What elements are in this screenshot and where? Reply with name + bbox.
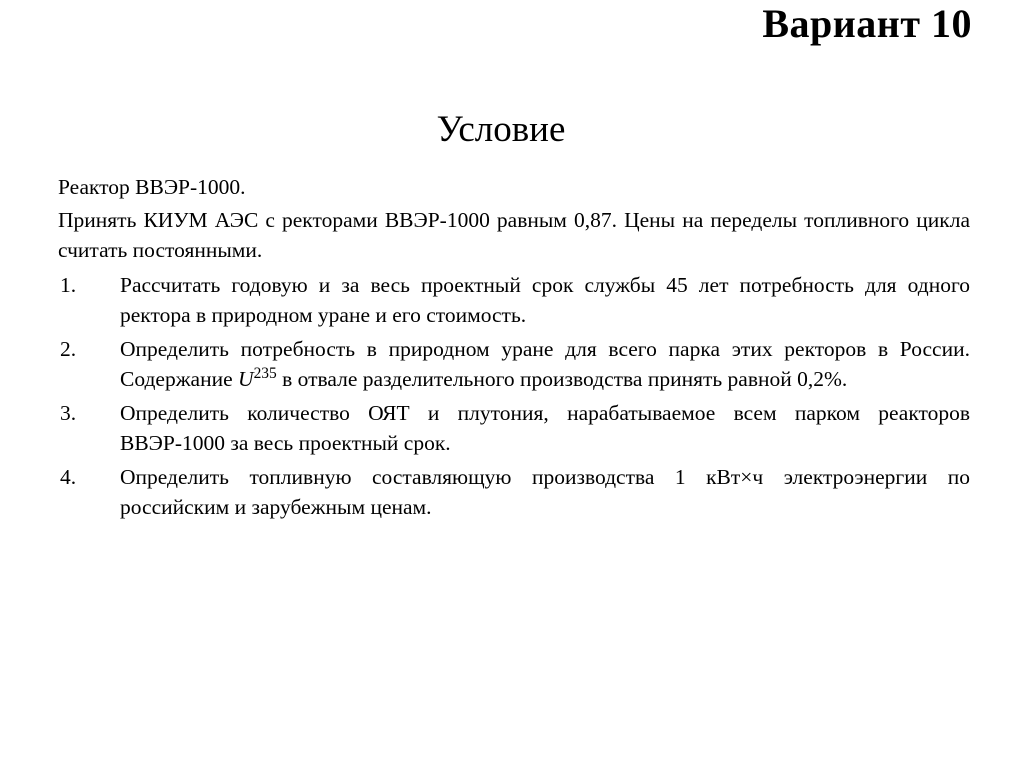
lead-paragraph-1: Реактор ВВЭР-1000. bbox=[58, 175, 246, 199]
isotope-symbol: U bbox=[238, 367, 254, 392]
task-text-4: Определить топливную составляющую производства 1 кВт×ч электроэнергии по российским и зарубежным ценам. bbox=[120, 464, 970, 520]
lead-paragraph-2: Принять КИУМ АЭС с ректорами ВВЭР-1000 равным 0,87. Цены на переделы топливного цикла считать постоянными. bbox=[58, 207, 970, 263]
body-content bbox=[58, 172, 970, 526]
task-item-4 bbox=[58, 462, 970, 523]
task-text-2-after: в отвале разделительного производства принять равной 0,2%. bbox=[276, 367, 848, 392]
task-item-3 bbox=[58, 398, 970, 459]
section-title: Условие bbox=[436, 109, 566, 150]
task-text-1: Рассчитать годовую и за весь проектный срок службы 45 лет потребность для одного ректора в природном уране и его стоимость. bbox=[120, 272, 970, 328]
isotope-u235 bbox=[238, 364, 277, 392]
variant-title: Вариант 10 bbox=[762, 1, 972, 46]
isotope-superscript: 235 bbox=[253, 364, 277, 382]
task-list bbox=[58, 270, 970, 523]
task-item-2 bbox=[58, 334, 970, 395]
task-text-2-before: Определить потребность в природном уране для всего парка этих ректоров в России. Содержание bbox=[120, 336, 970, 392]
task-text-3: Определить количество ОЯТ и плутония, нарабатываемое всем парком реакторов ВВЭР-1000 за весь проектный срок. bbox=[120, 400, 970, 456]
task-item-1 bbox=[58, 270, 970, 331]
